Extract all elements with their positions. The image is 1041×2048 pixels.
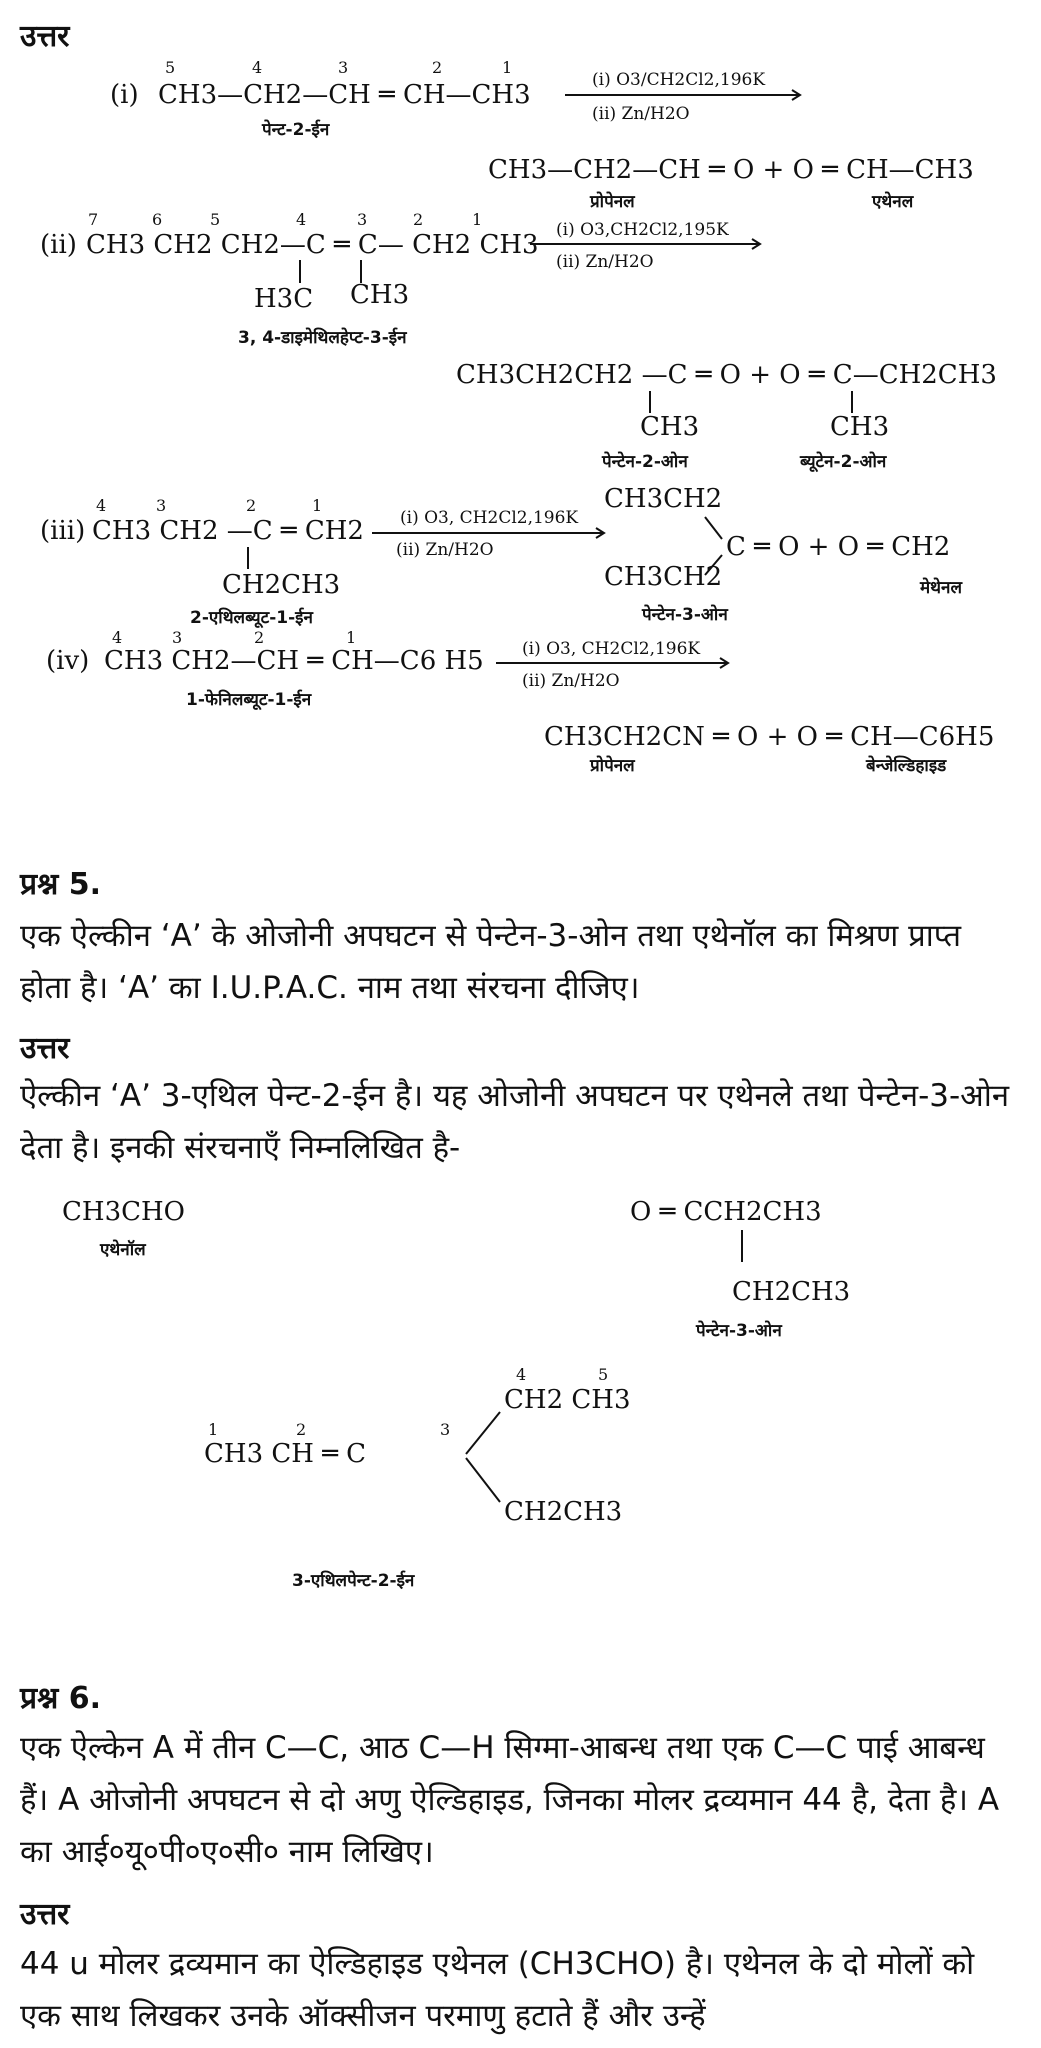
branch: CH3 — [830, 412, 890, 442]
alkene-branch: CH2 CH3 — [504, 1385, 631, 1415]
product-fragment: CH3CH2 — [604, 562, 723, 592]
reagent-1: (i) O3, CH2Cl2,196K — [522, 639, 701, 659]
product-fragment: CH3CH2 — [604, 484, 723, 514]
carbon-number: 3 — [338, 58, 349, 77]
product-formula: C ═ O + O ═ CH2 — [726, 532, 951, 562]
reagent-1: (i) O3, CH2Cl2,196K — [400, 508, 579, 528]
reagent-2: (ii) Zn/H2O — [396, 540, 494, 560]
reagent-1: (i) O3/CH2Cl2,196K — [592, 70, 766, 90]
product-name: पेन्टेन-2-ओन — [602, 452, 688, 472]
alkene-branch: CH2CH3 — [504, 1497, 623, 1527]
answer-5-text: ऐल्कीन ‘A’ 3-एथिल पेन्ट-2-ईन है। यह ओजोनी अपघटन पर एथेनले तथा पेन्टेन-3-ओन देता है। इनकी संरचनाएँ निम्नलिखित है- — [20, 1078, 1010, 1166]
q5-structures — [0, 1180, 1041, 1600]
carbon-number: 7 — [88, 210, 99, 229]
branch: CH3 — [640, 412, 700, 442]
reagent-2: (ii) Zn/H2O — [522, 671, 620, 691]
carbon-number: 4 — [296, 210, 307, 229]
answer-6-text: 44 u मोलर द्रव्यमान का ऐल्डिहाइड एथेनल (CH3CHO) है। एथेनल के दो मोलों को एक साथ लिखकर उनके ऑक्सीजन परमाणु हटाते हैं और उन्हें — [20, 1946, 975, 2034]
product-name: बेन्जेल्डिहाइड — [866, 756, 947, 776]
question-6-text: एक ऐल्केन A में तीन C—C, आठ C—H सिग्मा-आबन्ध तथा एक C—C पाई आबन्ध हैं। A ओजोनी अपघटन से दो अणु ऐल्डिहाइड, जिनका मोलर द्रव्यमान 44 है, देता है। A का आई०यू०पी०ए०सी० नाम लिखिए। — [20, 1730, 1000, 1870]
reaction-ii — [40, 210, 997, 473]
reactant-formula: CH3 CH2 CH2—C ═ C— CH2 CH3 — [86, 230, 539, 260]
reactant-name: पेन्ट-2-ईन — [262, 120, 330, 140]
carbon-number: 2 — [432, 58, 443, 77]
pentanone-branch: CH2CH3 — [732, 1277, 851, 1307]
carbon-number: 3 — [357, 210, 368, 229]
carbon-number: 2 — [254, 628, 265, 647]
carbon-number: 2 — [413, 210, 424, 229]
reactant-formula: CH3 CH2—CH ═ CH—C6 H5 — [104, 646, 484, 676]
carbon-number: 1 — [502, 58, 513, 77]
reactant-formula: CH3 CH2 —C ═ CH2 — [92, 516, 364, 546]
reactant-name: 1-फेनिलब्यूट-1-ईन — [186, 690, 312, 710]
carbon-number: 3 — [156, 496, 167, 515]
reaction-label: (iv) — [46, 646, 90, 676]
product-formula: CH3—CH2—CH ═ O + O ═ CH—CH3 — [488, 155, 974, 185]
carbon-number: 5 — [210, 210, 221, 229]
ethanal-formula: CH3CHO — [62, 1197, 185, 1227]
product-name: ब्यूटेन-2-ओन — [800, 452, 887, 472]
reaction-iv — [46, 628, 994, 776]
reactant-name: 3, 4-डाइमेथिलहेप्ट-3-ईन — [238, 328, 407, 348]
alkene-formula: CH3 CH ═ C — [204, 1439, 367, 1469]
question-5-title: प्रश्न 5. — [20, 867, 101, 902]
product-name: मेथेनल — [920, 578, 962, 598]
pentanone-name: पेन्टेन-3-ओन — [696, 1321, 782, 1341]
answer-5-title: उत्तर — [20, 1031, 70, 1066]
product-name: एथेनल — [872, 192, 914, 212]
reagent-2: (ii) Zn/H2O — [556, 252, 654, 272]
carbon-number: 5 — [598, 1365, 609, 1384]
product-formula: CH3CH2CN ═ O + O ═ CH—C6H5 — [544, 722, 995, 752]
carbon-number: 5 — [165, 58, 176, 77]
carbon-number: 1 — [472, 210, 483, 229]
carbon-number: 2 — [296, 1420, 307, 1439]
carbon-number: 1 — [208, 1420, 219, 1439]
answer-heading: उत्तर — [20, 19, 70, 54]
alkene-name: 3-एथिलपेन्ट-2-ईन — [292, 1571, 415, 1591]
reagent-1: (i) O3,CH2Cl2,195K — [556, 220, 729, 240]
carbon-number: 6 — [152, 210, 163, 229]
reactions-figure — [0, 55, 1041, 785]
carbon-number: 3 — [440, 1420, 451, 1439]
answer-6-title: उत्तर — [20, 1897, 70, 1932]
branch: H3C — [254, 284, 314, 314]
reaction-iii — [40, 484, 963, 629]
product-name: प्रोपेनल — [590, 192, 635, 212]
question-5-text: एक ऐल्कीन ‘A’ के ओजोनी अपघटन से पेन्टेन-3-ओन तथा एथेनॉल का मिश्रण प्राप्त होता है। ‘A’ का I.U.P.A.C. नाम तथा संरचना दीजिए। — [20, 918, 962, 1006]
carbon-number: 4 — [96, 496, 107, 515]
carbon-number: 1 — [312, 496, 323, 515]
carbon-number: 4 — [516, 1365, 527, 1384]
branch: CH3 — [350, 280, 410, 310]
reactant-formula: CH3—CH2—CH ═ CH—CH3 — [158, 80, 531, 110]
carbon-number: 3 — [172, 628, 183, 647]
carbon-number: 4 — [252, 58, 263, 77]
product-name: पेन्टेन-3-ओन — [642, 605, 728, 625]
pentanone-formula: O ═ CCH2CH3 — [630, 1197, 822, 1227]
question-6-title: प्रश्न 6. — [20, 1681, 101, 1716]
product-name: प्रोपेनल — [590, 756, 635, 776]
carbon-number: 1 — [346, 628, 357, 647]
reaction-label: (iii) — [40, 516, 86, 546]
carbon-number: 2 — [246, 496, 257, 515]
reactant-name: 2-एथिलब्यूट-1-ईन — [190, 608, 313, 628]
ethanal-name: एथेनॉल — [100, 1240, 146, 1260]
reagent-2: (ii) Zn/H2O — [592, 104, 690, 124]
branch: CH2CH3 — [222, 570, 341, 600]
reaction-label: (i) — [110, 80, 139, 110]
product-formula: CH3CH2CH2 —C ═ O + O ═ C—CH2CH3 — [456, 360, 997, 390]
reaction-i — [110, 58, 974, 212]
reaction-label: (ii) — [40, 230, 77, 260]
carbon-number: 4 — [112, 628, 123, 647]
